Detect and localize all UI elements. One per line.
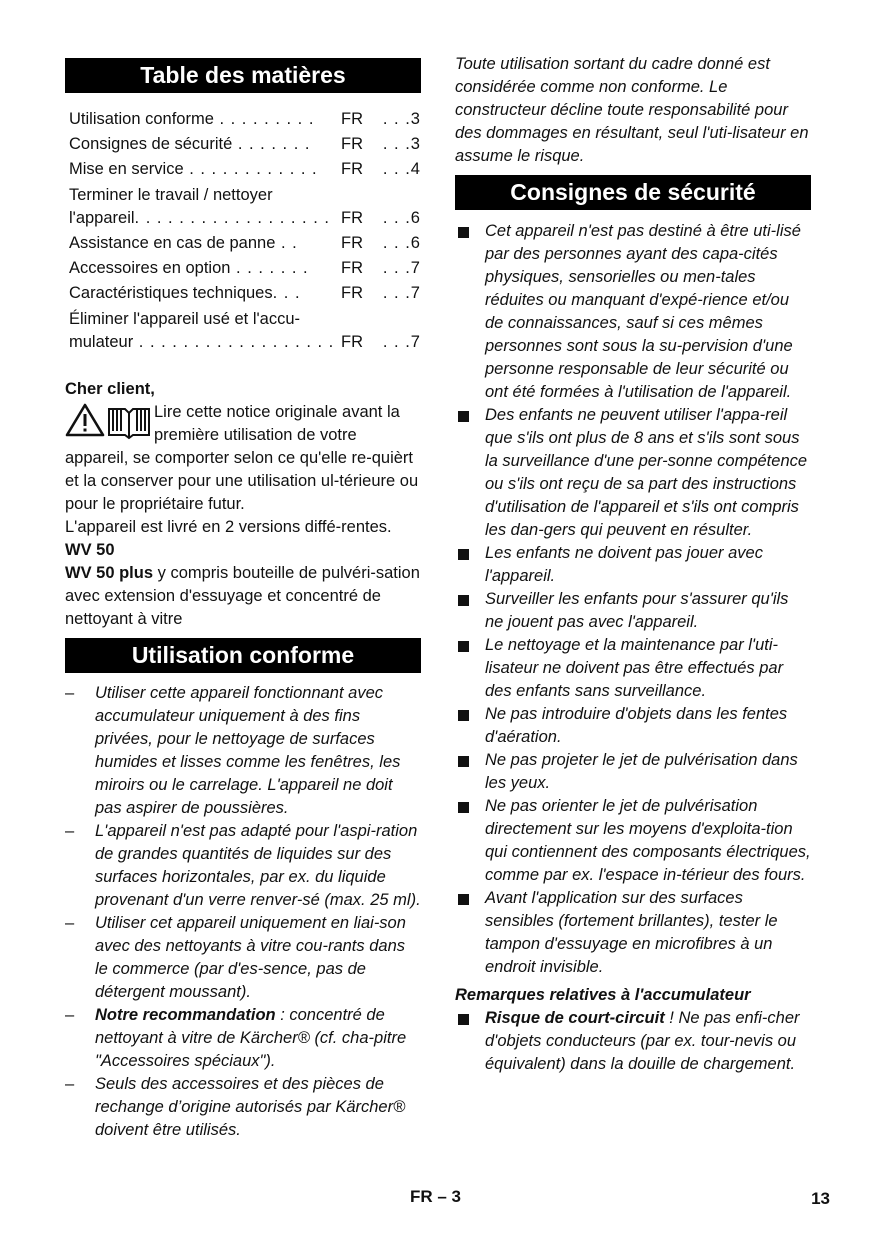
toc-entry[interactable]	[65, 255, 421, 280]
usage-item-bold: Notre recommandation	[95, 1006, 276, 1024]
square-bullet-icon	[455, 887, 485, 979]
safety-item	[455, 887, 811, 979]
usage-item	[65, 1004, 421, 1073]
safety-item	[455, 634, 811, 703]
footer-section-label: FR – 3	[410, 1187, 462, 1206]
bullet-text: Ne pas projeter le jet de pulvérisation dans les yeux.	[485, 751, 798, 792]
square-bullet-icon	[455, 404, 485, 542]
safety-item	[455, 220, 811, 404]
bullet-text: Avant l'application sur des surfaces sensibles (fortement brillantes), tester le tampon d'essuyage en microfibres à un endroit invisible.	[485, 889, 778, 976]
square-bullet-icon	[455, 749, 485, 795]
toc-entry-page: . . .7	[382, 284, 421, 302]
toc-entry-lang: FR	[341, 333, 363, 351]
warning-manual-icons	[65, 401, 151, 441]
bullet-text: Le nettoyage et la maintenance par l'uti-lisateur ne doivent pas être effectués par des enfants sans surveillance.	[485, 636, 784, 700]
toc-entry-title-cont: mulateur	[69, 333, 134, 351]
toc-dots: . . . . . . .	[232, 135, 311, 153]
usage-item-text: L'appareil n'est pas adapté pour l'aspi-ration de grandes quantités de liquides sur des surfaces horizontales, par ex. du liquide provenant d'un verre renver-sé (max. 25 ml).	[95, 822, 421, 909]
toc-entry-page: . . .3	[382, 110, 421, 128]
usage-item	[65, 1073, 421, 1142]
dash-marker: –	[65, 684, 75, 702]
toc-entry-lang: FR	[341, 284, 363, 302]
square-bullet-icon	[455, 1007, 485, 1076]
toc-entry[interactable]	[65, 305, 421, 354]
battery-heading: Remarques relatives à l'accumulateur	[455, 986, 751, 1004]
bullet-text: Cet appareil n'est pas destiné à être uti-lisé par des personnes ayant des capa-cités physiques, sensorielles ou men-tales réduites ou manquant d'expé-rience et/ou de connaissances, sauf si ces mêmes personnes sont sous la su-pervision d'une personne responsable de leur sécurité ou ont été formées à l'utilisation de l'appareil.	[485, 222, 801, 401]
toc-entry-title: Éliminer l'appareil usé et l'accu-	[69, 310, 300, 328]
dash-marker: –	[65, 914, 75, 932]
toc-entry[interactable]	[65, 181, 421, 230]
square-bullet-icon	[455, 634, 485, 703]
toc-dots: . . . . . . .	[230, 259, 309, 277]
right-column	[455, 53, 811, 1076]
toc-entry-page: . . .6	[382, 209, 421, 227]
bullet-text: ! Ne pas enfi-cher d'objets conducteurs (par ex. tour-nevis ou équivalent) dans la douille de chargement.	[485, 1009, 800, 1073]
toc-entry[interactable]	[65, 280, 421, 305]
battery-item	[455, 1007, 811, 1076]
toc-entry-page: . . .6	[382, 234, 421, 252]
battery-list	[455, 1007, 811, 1076]
toc-dots: . . . . . . . . . . . .	[183, 160, 318, 178]
toc-dots: . . . . . . . . .	[213, 110, 315, 128]
toc-dots: . . . . . . . . . . . . . . . . . .	[134, 209, 330, 227]
toc-entry-title: Utilisation conforme	[69, 110, 214, 128]
usage-item	[65, 912, 421, 1004]
version-wv50-plus-desc: y compris bouteille de pulvéri-sation avec extension d'essuyage et concentré de nettoyant à vitre	[65, 564, 420, 628]
toc-entry-page: . . .7	[382, 333, 421, 351]
bullet-text: Des enfants ne peuvent utiliser l'appa-reil que s'ils ont plus de 8 ans et s'ils sont sous la surveillance d'une per-sonne compétence ou s'ils ont reçu de sa part des instructions d'utilisation de l'appareil et s'ils ont compris les dan-gers qui peuvent en résulter.	[485, 406, 808, 539]
usage-item-text: Seuls des accessoires et des pièces de rechange d’origine autorisés par Kärcher® doivent être utilisés.	[95, 1075, 406, 1139]
version-wv50: WV 50	[65, 541, 115, 559]
left-column	[65, 58, 421, 1142]
usage-item-text: : concentré de nettoyant à vitre de Kärcher® (cf. cha-pitre "Accessoires spéciaux").	[95, 1006, 407, 1070]
usage-item-text: Utiliser cet appareil uniquement en liai-son avec des nettoyants à vitre cou-rants dans le commerce (par d'es-sence, pas de détergent moussant).	[95, 914, 406, 1001]
toc-dots: . . . . . . . . . . . . . . . . . .	[133, 333, 335, 351]
toc-entry-lang: FR	[341, 259, 363, 277]
bullet-text: Ne pas introduire d'objets dans les fentes d'aération.	[485, 705, 788, 746]
toc-entry[interactable]	[65, 131, 421, 156]
warning-triangle-icon	[65, 401, 151, 441]
square-bullet-icon	[455, 542, 485, 588]
toc-entry[interactable]	[65, 230, 421, 255]
version-wv50-plus-name: WV 50 plus	[65, 564, 154, 582]
toc-heading: Table des matières	[65, 58, 421, 93]
version-wv50-plus	[65, 562, 421, 631]
safety-heading: Consignes de sécurité	[455, 175, 811, 210]
toc-entry[interactable]	[65, 106, 421, 131]
toc-dots: . . .	[272, 284, 301, 302]
toc-entry-title: Caractéristiques techniques	[69, 284, 273, 302]
square-bullet-icon	[455, 795, 485, 887]
toc-entry-title: Mise en service	[69, 160, 184, 178]
toc-entry-title: Assistance en cas de panne	[69, 234, 276, 252]
toc-entry-lang: FR	[341, 160, 363, 178]
toc-entry-lang: FR	[341, 135, 363, 153]
bullet-text: Ne pas orienter le jet de pulvérisation directement sur les moyens d'exploita-tion qui contiennent des composants électriques, comme par ex. l'espace in-térieur des fours.	[485, 797, 811, 884]
toc-entry-page: . . .7	[382, 259, 421, 277]
toc-entry-lang: FR	[341, 209, 363, 227]
toc-entry-title: Terminer le travail / nettoyer	[69, 186, 273, 204]
dash-marker: –	[65, 1075, 75, 1093]
safety-list	[455, 220, 811, 979]
usage-list	[65, 682, 421, 1142]
square-bullet-icon	[455, 588, 485, 634]
usage-continuation: Toute utilisation sortant du cadre donné est considérée comme non conforme. Le constructeur décline toute responsabilité pour des dommages en résultant, seul l'uti-lisateur en assume le risque.	[455, 55, 809, 165]
toc-entry-page: . . .3	[382, 135, 421, 153]
dash-marker: –	[65, 1006, 75, 1024]
toc-dots: . .	[275, 234, 298, 252]
toc-entry-lang: FR	[341, 110, 363, 128]
page-number: 13	[811, 1189, 830, 1208]
toc-entry-title: Accessoires en option	[69, 259, 231, 277]
safety-item	[455, 703, 811, 749]
usage-item	[65, 682, 421, 820]
safety-item	[455, 542, 811, 588]
bullet-text: Les enfants ne doivent pas jouer avec l'appareil.	[485, 544, 763, 585]
toc-entry-page: . . .4	[382, 160, 421, 178]
toc-entry-lang: FR	[341, 234, 363, 252]
greeting: Cher client,	[65, 380, 155, 398]
square-bullet-icon	[455, 220, 485, 404]
table-of-contents	[65, 106, 421, 354]
safety-item	[455, 588, 811, 634]
dash-marker: –	[65, 822, 75, 840]
bullet-text: Surveiller les enfants pour s'assurer qu'ils ne jouent pas avec l'appareil.	[485, 590, 789, 631]
safety-item	[455, 795, 811, 887]
safety-item	[455, 749, 811, 795]
manual-book-icon	[109, 409, 149, 438]
toc-entry[interactable]	[65, 156, 421, 181]
intro-section	[65, 378, 421, 631]
square-bullet-icon	[455, 703, 485, 749]
versions-paragraph: L'appareil est livré en 2 versions diffé-rentes.	[65, 518, 392, 536]
toc-entry-title-cont: l'appareil	[69, 209, 135, 227]
safety-item	[455, 404, 811, 542]
usage-heading: Utilisation conforme	[65, 638, 421, 673]
usage-item-text: Utiliser cette appareil fonctionnant avec accumulateur uniquement à des fins privées, pour le nettoyage de surfaces humides et lisses comme les fenêtres, les miroirs ou le carrelage. L'appareil ne doit pas aspirer de poussières.	[95, 684, 401, 817]
toc-entry-title: Consignes de sécurité	[69, 135, 233, 153]
bullet-bold: Risque de court-circuit	[485, 1009, 665, 1027]
intro-paragraph: Lire cette notice originale avant la première utilisation de votre appareil, se comporter selon ce qu'elle re-quièrt et la conserver pour une utilisation ul-térieure ou pour le propriétaire futur.	[65, 403, 419, 513]
usage-item	[65, 820, 421, 912]
